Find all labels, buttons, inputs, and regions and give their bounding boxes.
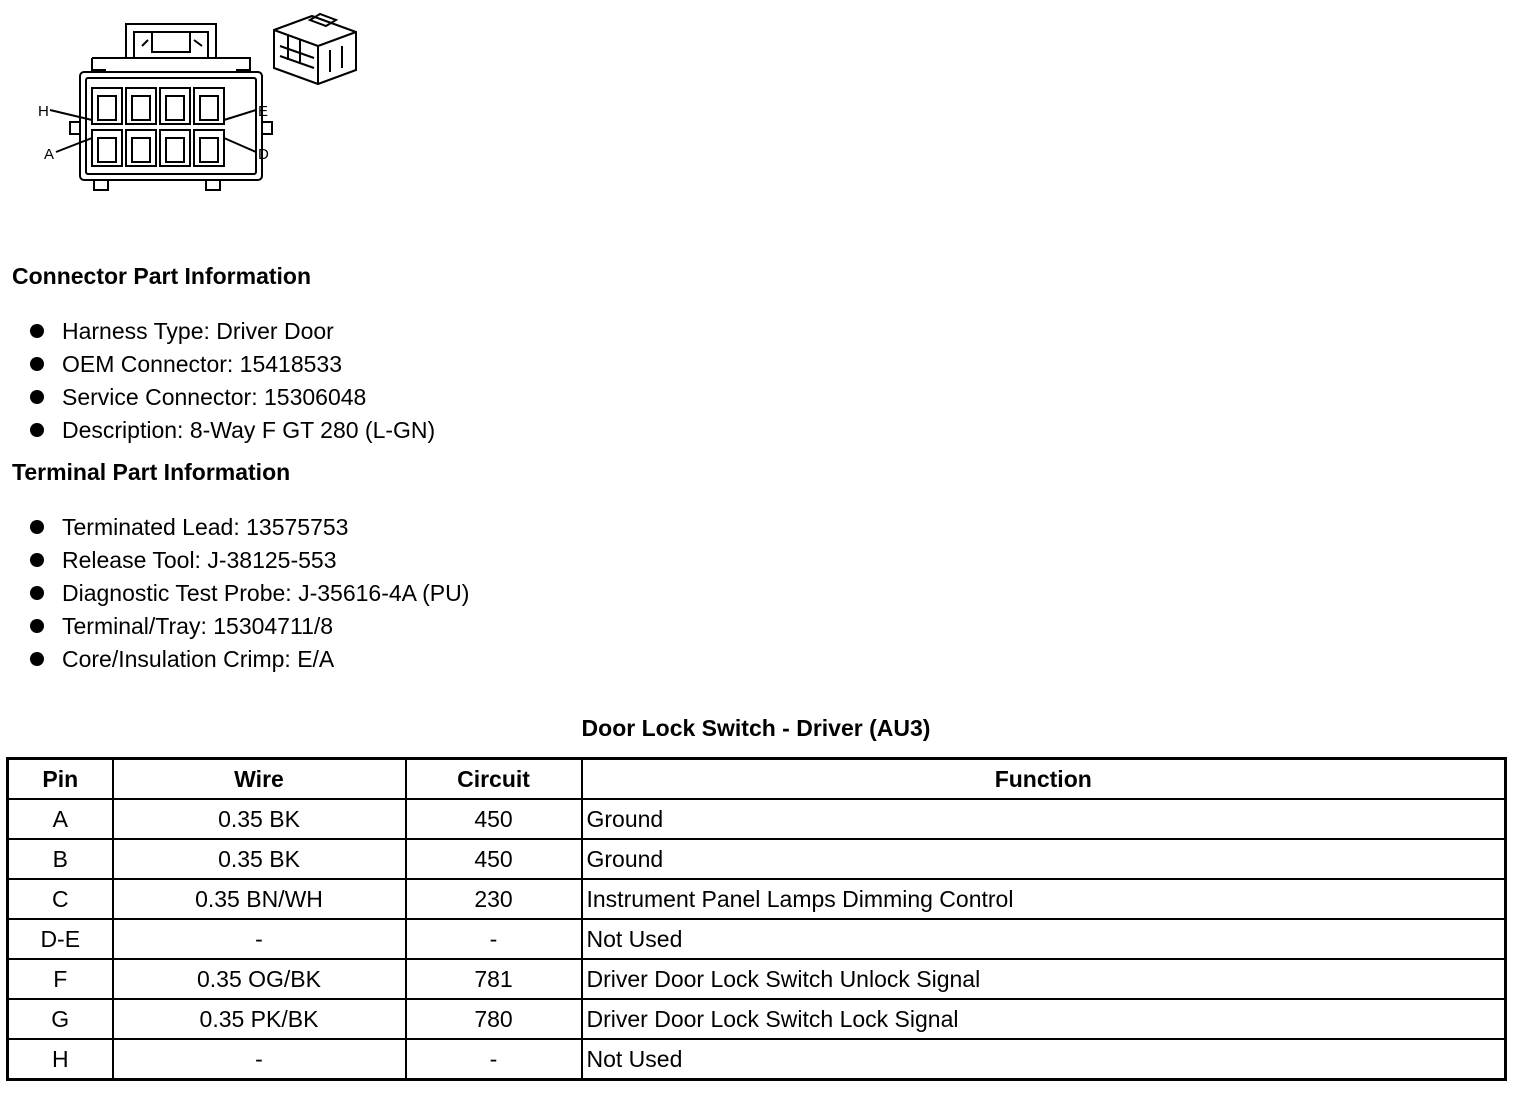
- table-row: [8, 919, 1506, 959]
- pin-label-d: D: [258, 146, 269, 163]
- list-item: Service Connector: 15306048: [30, 381, 435, 414]
- connector-part-info-list: [30, 315, 435, 447]
- header-pin: Pin: [8, 759, 113, 800]
- terminal-part-info-list: [30, 511, 469, 676]
- cell-circuit: 450: [406, 839, 582, 879]
- cell-function: Driver Door Lock Switch Lock Signal: [582, 999, 1506, 1039]
- list-item: Harness Type: Driver Door: [30, 315, 435, 348]
- table-row: [8, 879, 1506, 919]
- cell-function: Ground: [582, 839, 1506, 879]
- cell-circuit: 450: [406, 799, 582, 839]
- cell-function: Not Used: [582, 1039, 1506, 1080]
- connector-3d-thumbnail: [274, 14, 356, 84]
- connector-face-diagram: [30, 10, 370, 200]
- header-wire: Wire: [113, 759, 406, 800]
- table-header-row: [8, 759, 1506, 800]
- connector-part-info-heading: Connector Part Information: [12, 263, 312, 289]
- header-circuit: Circuit: [406, 759, 582, 800]
- list-item: Release Tool: J-38125-553: [30, 544, 469, 577]
- list-item: Description: 8-Way F GT 280 (L-GN): [30, 414, 435, 447]
- cell-circuit: -: [406, 1039, 582, 1080]
- pinout-table: [6, 757, 1507, 1081]
- list-item: OEM Connector: 15418533: [30, 348, 435, 381]
- cell-function: Not Used: [582, 919, 1506, 959]
- table-row: [8, 959, 1506, 999]
- cell-function: Ground: [582, 799, 1506, 839]
- cell-wire: 0.35 BN/WH: [113, 879, 406, 919]
- pin-label-e: E: [258, 103, 269, 120]
- cell-pin: F: [8, 959, 113, 999]
- cell-pin: A: [8, 799, 113, 839]
- cell-pin: G: [8, 999, 113, 1039]
- list-item: Terminal/Tray: 15304711/8: [30, 610, 469, 643]
- pin-label-a: A: [44, 146, 55, 163]
- table-row: [8, 839, 1506, 879]
- cell-wire: -: [113, 1039, 406, 1080]
- terminal-part-info-heading: Terminal Part Information: [12, 459, 291, 485]
- cell-wire: 0.35 PK/BK: [113, 999, 406, 1039]
- list-item: Terminated Lead: 13575753: [30, 511, 469, 544]
- table-title: Door Lock Switch - Driver (AU3): [581, 715, 931, 741]
- cell-wire: 0.35 OG/BK: [113, 959, 406, 999]
- cell-function: Driver Door Lock Switch Unlock Signal: [582, 959, 1506, 999]
- cell-wire: -: [113, 919, 406, 959]
- header-function: Function: [582, 759, 1506, 800]
- cell-pin: D-E: [8, 919, 113, 959]
- pin-label-h: H: [38, 103, 49, 120]
- cell-circuit: 780: [406, 999, 582, 1039]
- list-item: Diagnostic Test Probe: J-35616-4A (PU): [30, 577, 469, 610]
- list-item: Core/Insulation Crimp: E/A: [30, 643, 469, 676]
- cell-wire: 0.35 BK: [113, 839, 406, 879]
- cell-pin: B: [8, 839, 113, 879]
- table-row: [8, 999, 1506, 1039]
- cell-function: Instrument Panel Lamps Dimming Control: [582, 879, 1506, 919]
- cell-circuit: 781: [406, 959, 582, 999]
- cell-wire: 0.35 BK: [113, 799, 406, 839]
- cell-pin: H: [8, 1039, 113, 1080]
- cell-pin: C: [8, 879, 113, 919]
- table-row: [8, 1039, 1506, 1080]
- cell-circuit: 230: [406, 879, 582, 919]
- cell-circuit: -: [406, 919, 582, 959]
- table-row: [8, 799, 1506, 839]
